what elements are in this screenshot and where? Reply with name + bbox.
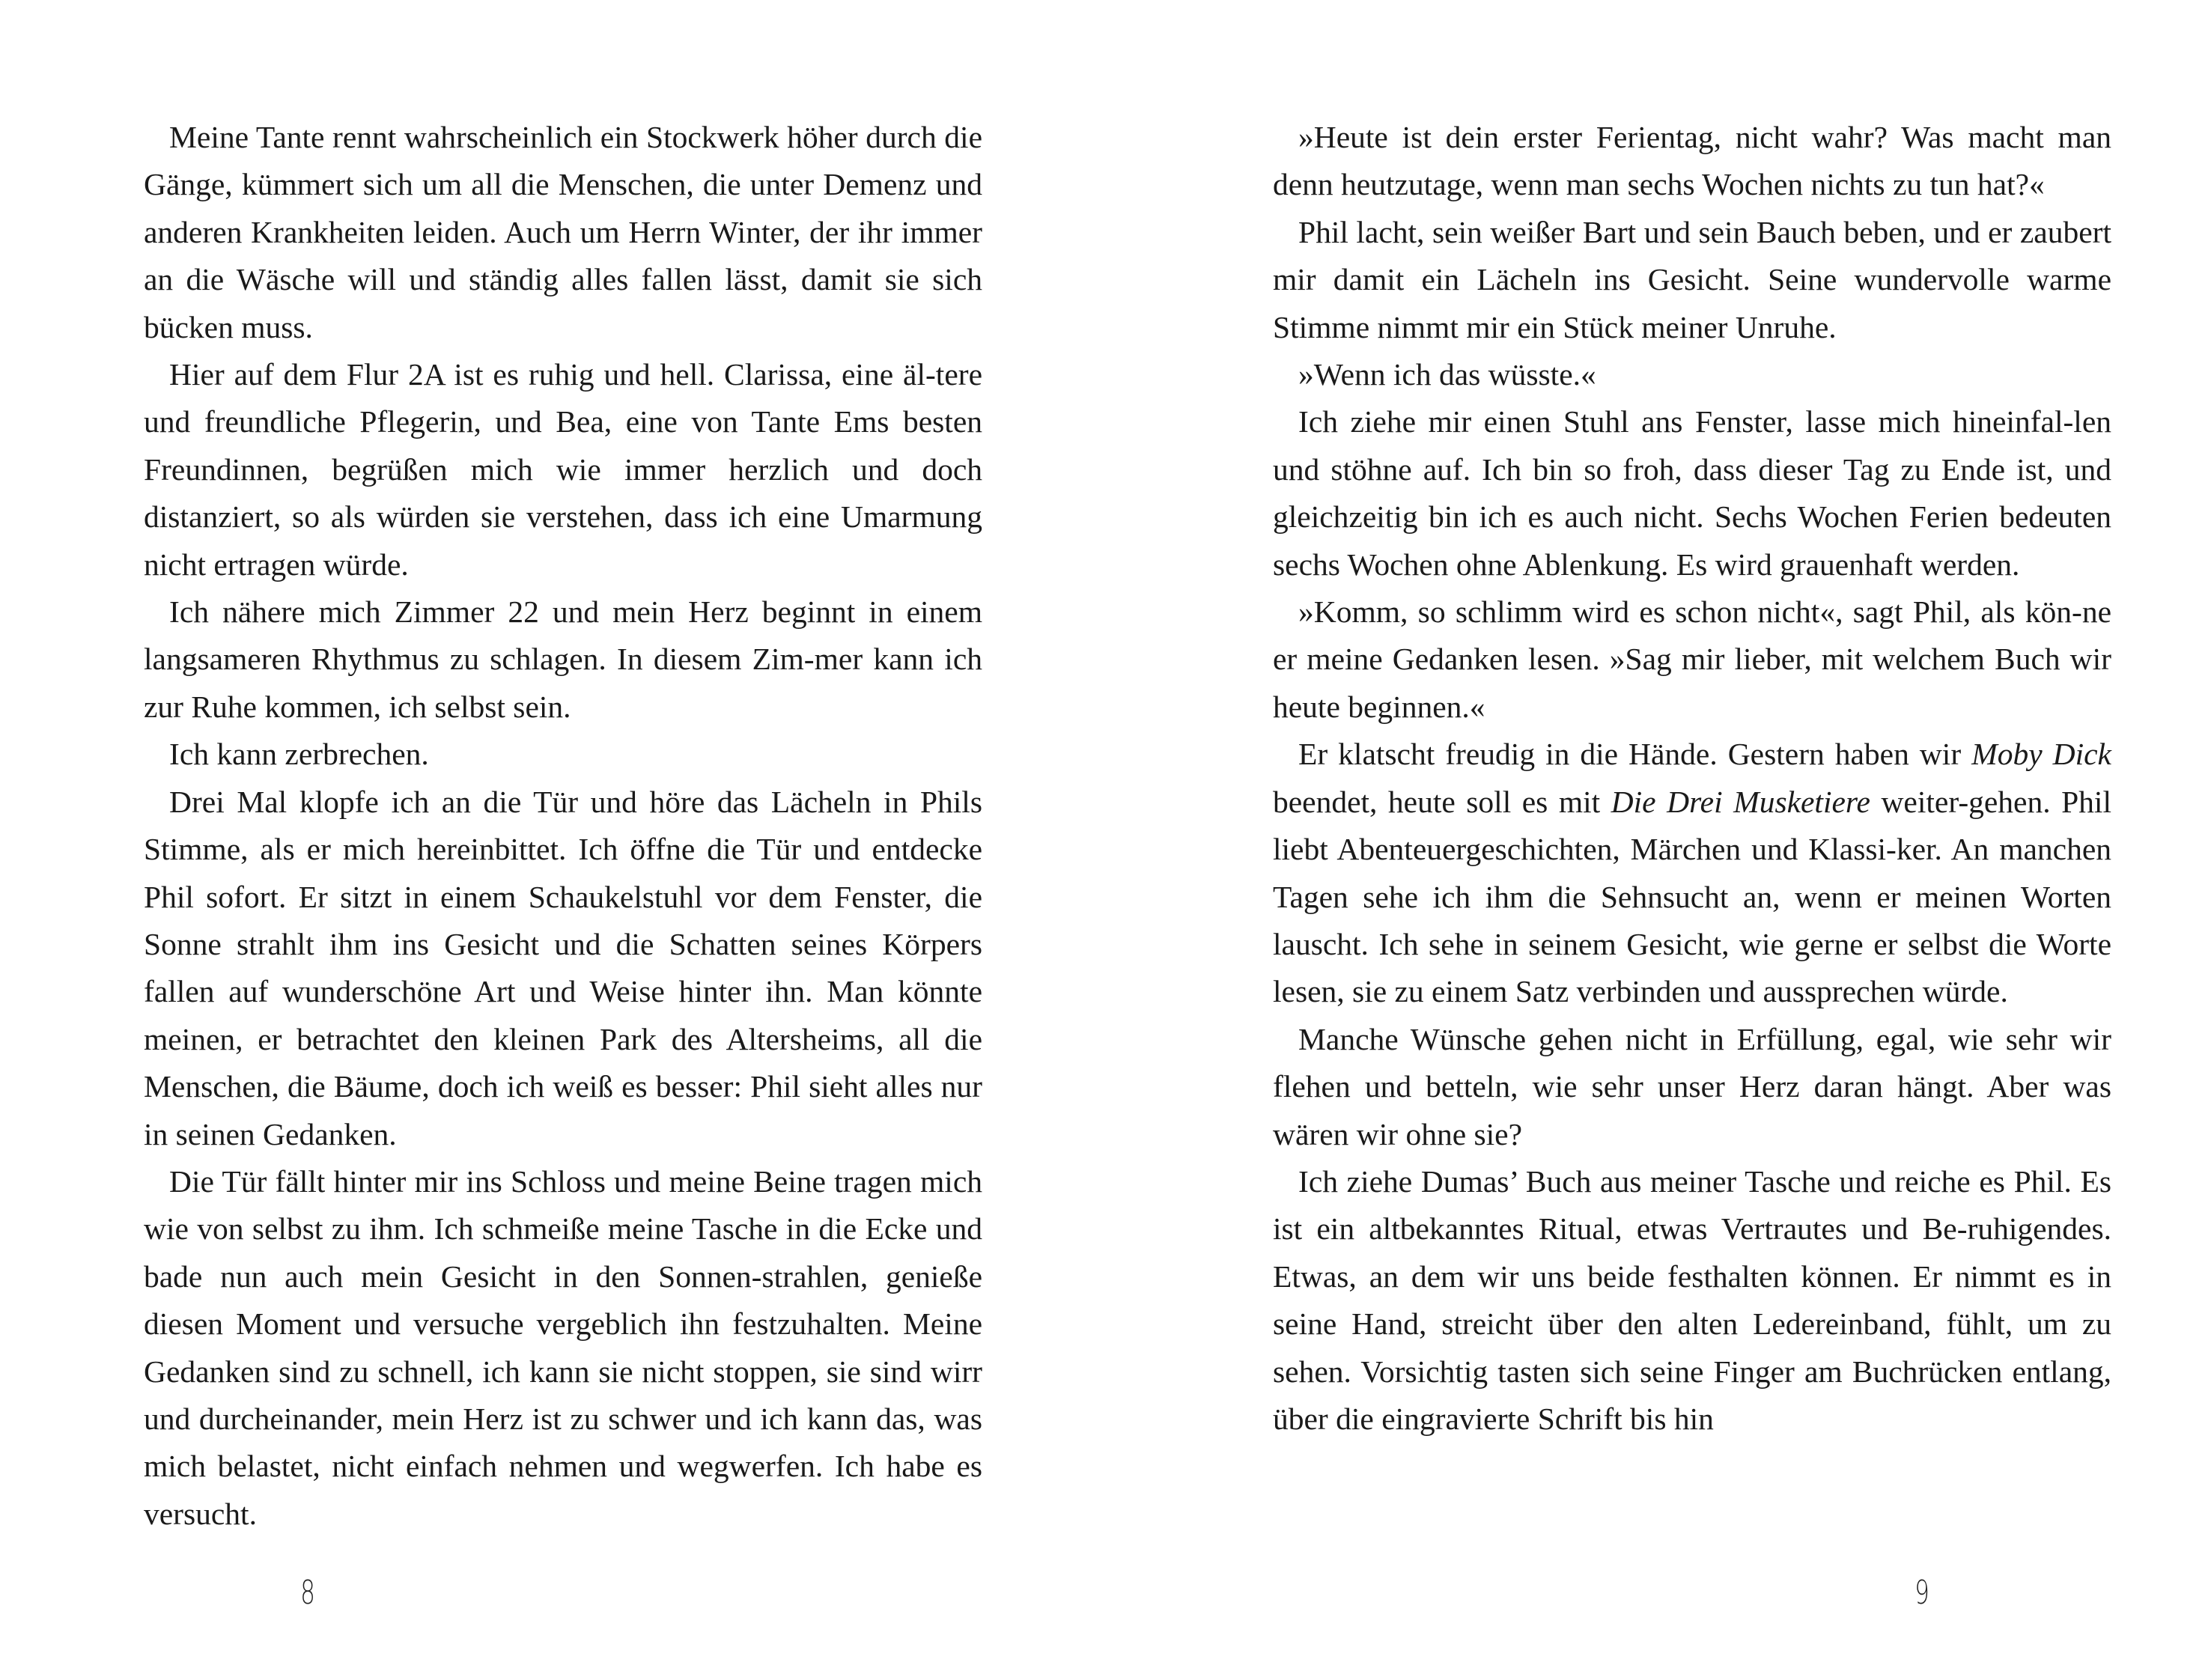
paragraph-text: beendet, heute soll es mit — [1273, 784, 1611, 819]
paragraph: »Komm, so schlimm wird es schon nicht«, sagt Phil, als kön-ne er meine Gedanken lesen. »Sag mir lieber, mit welchem Buch wir heute beginnen.« — [1273, 594, 2111, 724]
paragraph: Hier auf dem Flur 2A ist es ruhig und hell. Clarissa, eine äl-tere und freundliche Pflegerin, und Bea, eine von Tante Ems besten Freundinnen, begrüßen mich wie immer herzlich und doch distanziert, so als würden sie verstehen, dass ich eine Umarmung nicht ertragen würde. — [144, 357, 982, 582]
paragraph: Meine Tante rennt wahrscheinlich ein Stockwerk höher durch die Gänge, kümmert sich um all die Menschen, die unter Demenz und anderen Krankheiten leiden. Auch um Herrn Winter, der ihr immer an die Wäsche will und ständig alles fallen lässt, damit sie sich bücken muss. — [144, 120, 982, 344]
paragraph: Phil lacht, sein weißer Bart und sein Bauch beben, und er zaubert mir damit ein Lächeln ins Gesicht. Seine wundervolle warme Stimme nimmt mir ein Stück meiner Unruhe. — [1273, 214, 2111, 344]
paragraph: Ich kann zerbrechen. — [169, 737, 429, 772]
paragraph: Ich ziehe mir einen Stuhl ans Fenster, lasse mich hineinfal-len und stöhne auf. Ich bin so froh, dass dieser Tag zu Ende ist, und gleichzeitig bin ich es auch nicht. Sechs Wochen Ferien bedeuten sechs Wochen ohne Ablenkung. Es wird grauenhaft werden. — [1273, 404, 2111, 582]
paragraph-with-titles — [1273, 731, 2111, 1015]
left-page-text — [144, 114, 982, 1538]
paragraph: Ich nähere mich Zimmer 22 und mein Herz beginnt in einem langsameren Rhythmus zu schlagen. In diesem Zim-mer kann ich zur Ruhe kommen, ich selbst sein. — [144, 594, 982, 724]
paragraph-text: weiter-gehen. Phil liebt Abenteuergeschichten, Märchen und Klassi-ker. An manchen Tagen sehe ich ihm die Sehnsucht an, wenn er meinen Worten lauscht. Ich sehe in seinem Gesicht, wie gerne er selbst die Worte lesen, sie zu einem Satz verbinden und aussprechen würde. — [1273, 784, 2111, 1009]
paragraph: Manche Wünsche gehen nicht in Erfüllung, egal, wie sehr wir flehen und betteln, wie sehr unser Herz daran hängt. Aber was wären wir ohne sie? — [1273, 1021, 2111, 1151]
page-number: 9 — [1915, 1574, 1929, 1612]
book-title: Die Drei Musketiere — [1611, 784, 1870, 819]
left-page — [144, 114, 982, 1612]
paragraph: Die Tür fällt hinter mir ins Schloss und meine Beine tragen mich wie von selbst zu ihm. Ich schmeiße meine Tasche in die Ecke und bade nun auch mein Gesicht in den Sonnen-strahlen, genieße diesen Moment und versuche vergeblich ihn festzuhalten. Meine Gedanken sind zu schnell, ich kann sie nicht stoppen, sie sind wirr und durcheinander, mein Herz ist zu schwer und ich kann das, was mich belastet, nicht einfach nehmen und wegwerfen. Ich habe es versucht. — [144, 1163, 982, 1531]
paragraph: Ich ziehe Dumas’ Buch aus meiner Tasche und reiche es Phil. Es ist ein altbekanntes Ritual, etwas Vertrautes und Be-ruhigendes. Etwas, an dem wir uns beide festhalten können. Er nimmt es in seine Hand, streicht über den alten Ledereinband, fühlt, um zu sehen. Vorsichtig tasten sich seine Finger am Buchrücken entlang, über die eingravierte Schrift bis hin — [1273, 1163, 2111, 1436]
right-page — [1273, 114, 2111, 1612]
paragraph: »Heute ist dein erster Ferientag, nicht wahr? Was macht man denn heutzutage, wenn man sechs Wochen nichts zu tun hat?« — [1273, 120, 2111, 202]
paragraph-text: Er klatscht freudig in die Hände. Gestern haben wir — [1298, 737, 1972, 772]
right-page-text — [1273, 114, 2111, 1443]
paragraph: Drei Mal klopfe ich an die Tür und höre das Lächeln in Phils Stimme, als er mich hereinbittet. Ich öffne die Tür und entdecke Phil sofort. Er sitzt in einem Schaukelstuhl vor dem Fenster, die Sonne strahlt ihm ins Gesicht und die Schatten seines Körpers fallen auf wunderschöne Art und Weise hinter ihn. Man könnte meinen, er betrachtet den kleinen Park des Altersheims, all die Menschen, die Bäume, doch ich weiß es besser: Phil sieht alles nur in seinen Gedanken. — [144, 784, 982, 1151]
paragraph: »Wenn ich das wüsste.« — [1298, 357, 1596, 392]
page-number: 8 — [300, 1574, 315, 1612]
book-title: Moby Dick — [1971, 737, 2111, 772]
